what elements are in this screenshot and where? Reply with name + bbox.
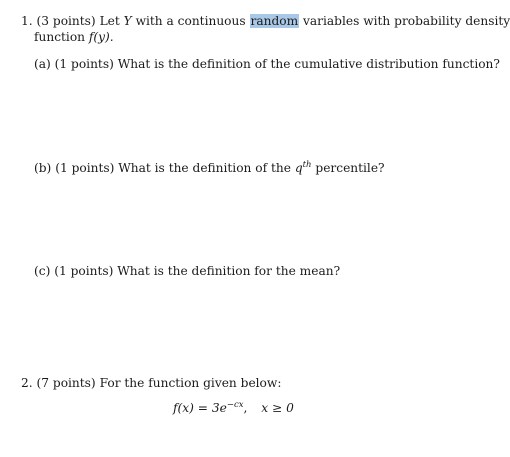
part-c-points: (1 points) [54, 264, 114, 278]
question-2-formula [173, 400, 294, 416]
part-c-text: What is the definition for the mean? [117, 264, 341, 278]
question-1-line-2 [34, 29, 114, 45]
formula-lhs: f(x) = 3e [173, 401, 227, 415]
formula-condition: x ≥ 0 [261, 401, 294, 415]
question-1-number: 1. [21, 14, 33, 28]
question-1-points: (3 points) [36, 14, 96, 28]
question-1b [34, 160, 385, 176]
question-1-line-2-text: function [34, 30, 89, 44]
part-b-label: (b) [34, 161, 52, 175]
question-1-text-before: Let [99, 14, 124, 28]
question-1-text-after: variables with probability density [299, 14, 510, 28]
part-b-points: (1 points) [55, 161, 115, 175]
question-1-var-y: Y [123, 14, 132, 28]
question-1c [34, 263, 340, 279]
formula-exponent: −cx [226, 400, 244, 410]
question-2 [21, 375, 281, 391]
part-b-text-before: What is the definition of the [118, 161, 295, 175]
part-a-points: (1 points) [54, 57, 114, 71]
part-c-label: (c) [34, 264, 51, 278]
part-a-label: (a) [34, 57, 51, 71]
highlighted-word[interactable]: random [250, 14, 299, 28]
question-1-function-fy: f(y). [88, 30, 114, 44]
question-2-number: 2. [21, 376, 33, 390]
part-b-superscript: th [302, 160, 312, 170]
question-2-points: (7 points) [36, 376, 96, 390]
question-1-text-mid: with a continuous [131, 14, 250, 28]
question-2-text: For the function given below: [99, 376, 282, 390]
part-b-text-after: percentile? [311, 161, 385, 175]
part-b-math-q: q [294, 161, 303, 175]
part-a-text: What is the definition of the cumulative distribution function? [117, 57, 500, 71]
question-1-line-1 [21, 13, 510, 29]
question-1a [34, 56, 500, 72]
formula-separator: , [243, 401, 248, 415]
